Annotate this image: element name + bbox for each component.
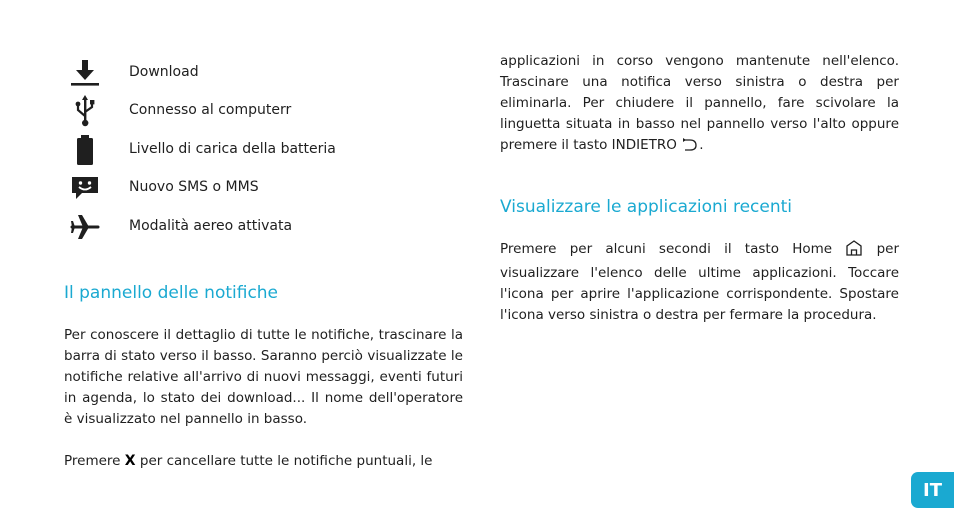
language-badge: IT <box>911 472 954 508</box>
section-heading-notification-panel: Il pannello delle notifiche <box>64 283 279 303</box>
icon-list-item-download <box>64 56 464 90</box>
download-icon <box>64 56 106 90</box>
icon-list-item-airplane <box>64 210 464 244</box>
continuation-end: . <box>699 137 704 153</box>
section-heading-recent-apps: Visualizzare le applicazioni recenti <box>500 197 793 217</box>
notification-continuation-paragraph <box>500 51 899 159</box>
recent-apps-text-after: per visualizzare l'elenco delle ultime applicazioni. Toccare l'icona per aprire l'applicazione corrispondente. Spostare l'icona verso sinistra o destra per fermare la procedura. <box>500 241 899 323</box>
icon-list-label: Modalità aereo attivata <box>129 218 293 234</box>
usb-icon <box>64 94 106 128</box>
clear-notifications-paragraph <box>64 451 463 472</box>
sms-icon <box>64 171 106 205</box>
recent-apps-text-before: Premere per alcuni secondi il tasto Home <box>500 241 833 257</box>
icon-list-item-usb <box>64 94 464 128</box>
icon-list-item-sms <box>64 171 464 205</box>
clear-text-after: per cancellare tutte le notifiche puntuali, le <box>139 453 433 469</box>
notification-panel-paragraph <box>64 325 463 430</box>
icon-list-label: Livello di carica della batteria <box>129 141 336 157</box>
airplane-icon <box>64 210 106 244</box>
continuation-text: applicazioni in corso vengono mantenute nell'elenco. Trascinare una notifica verso sinistra o destra per eliminarla. Per chiudere il pannello, fare scivolare la linguetta situata in basso nel pannello verso l'alto oppure premere il tasto INDIETRO <box>500 53 899 153</box>
icon-list-item-battery <box>64 133 464 167</box>
icon-list-label: Download <box>129 64 199 80</box>
battery-icon <box>64 133 106 167</box>
home-icon <box>845 240 863 263</box>
clear-text-before: Premere <box>64 453 121 469</box>
recent-apps-paragraph <box>500 239 899 326</box>
notification-panel-text: Per conoscere il dettaglio di tutte le notifiche, trascinare la barra di stato verso il basso. Saranno perciò visualizzate le notifiche relative all'arrivo di nuovi messaggi, eventi futuri in agenda, lo stato dei download... Il nome dell'operatore è visualizzato nel pannello in basso. <box>64 327 463 427</box>
icon-list-label: Nuovo SMS o MMS <box>129 179 259 195</box>
back-icon <box>681 138 699 159</box>
clear-key: X <box>124 453 136 469</box>
icon-list-label: Connesso al computerr <box>129 102 292 118</box>
